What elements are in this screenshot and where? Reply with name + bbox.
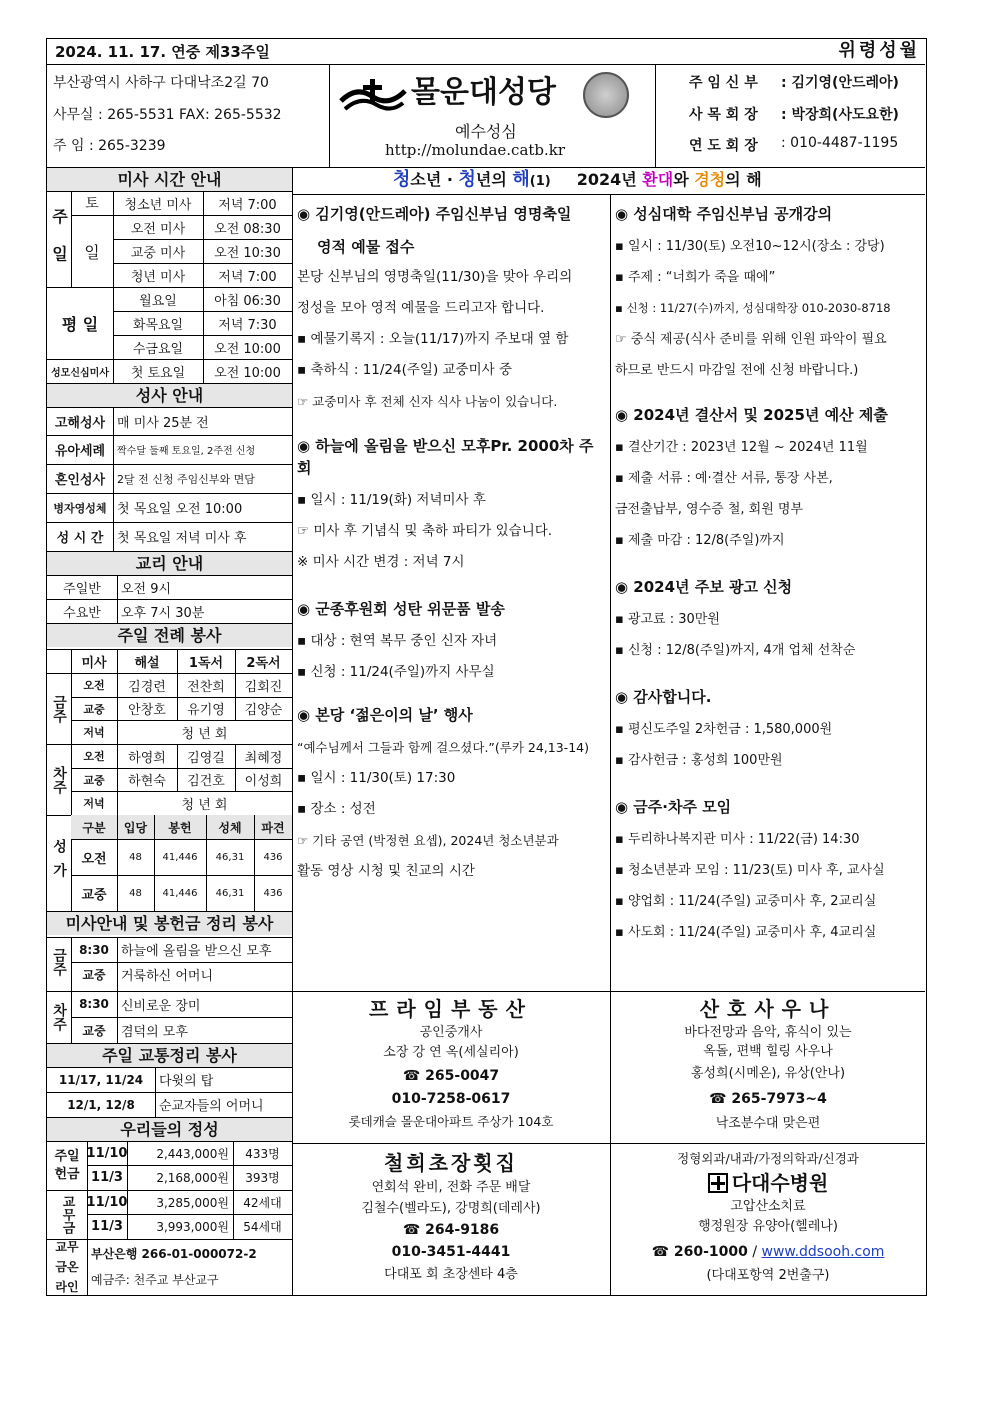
doctrine-key: 수요반: [63, 605, 101, 621]
ad-name: 다대수병원: [731, 1171, 829, 1195]
notice-line: ▪ 신청 : 11/27(수)까지, 성심대학장 010-2030-8718: [615, 301, 891, 315]
banner-welcome: 환대: [642, 170, 674, 189]
ad-line: 홍성희(시메온), 유상(안나): [690, 1066, 846, 1081]
doctrine-key: 주일반: [63, 581, 101, 597]
ad-line: 공인중개사: [419, 1025, 483, 1040]
ad-line: 행정원장 유양아(헬레나): [698, 1219, 838, 1234]
guide-key: 8:30: [79, 942, 109, 957]
choir-value: 436: [263, 887, 283, 899]
mass-time: 저녁 7:00: [218, 269, 277, 285]
liturgy-reader: 하영희: [128, 750, 166, 766]
liturgy-mass: 오전: [83, 750, 105, 763]
mass-time: 오전 10:30: [214, 245, 281, 261]
choir-header: 파견: [261, 820, 285, 835]
ad-phone: ☎ 265-0047: [402, 1068, 500, 1084]
banner-text-4: 와: [673, 170, 695, 189]
weekday-mass-name: 수금요일: [132, 341, 184, 357]
guide-value: 겸덕의 모후: [121, 1024, 188, 1040]
choir-value: 46,31: [215, 887, 245, 899]
choir-header: 입당: [123, 820, 148, 835]
staff-role-3: 연 도 회 장: [689, 138, 758, 154]
offering-count: 433명: [245, 1146, 280, 1161]
weekday-mass-time: 저녁 7:30: [218, 317, 277, 333]
ad-line: 바다전망과 음악, 휴식이 있는: [684, 1025, 852, 1040]
year-banner: [393, 169, 762, 193]
first-sat-label: 성모신심미사: [51, 367, 109, 379]
hospital-website-link[interactable]: www.ddsooh.com: [761, 1244, 885, 1260]
notice-line: ▪ 청소년분과 모임 : 11/23(토) 미사 후, 교사실: [615, 863, 885, 878]
notice-line: ▪ 주제 : “너희가 죽을 때에”: [615, 270, 776, 285]
liturgy-mass: 교중: [83, 702, 105, 716]
notice-line: 정성을 모아 영적 예물을 드리고자 합니다.: [297, 300, 545, 316]
weekday-mass-name: 월요일: [139, 293, 177, 309]
this-week-label: 금주: [51, 694, 67, 723]
liturgy-reader: 안창호: [128, 703, 166, 718]
liturgy-reader: 김영길: [187, 750, 225, 766]
first-sat-name: 첫 토요일: [130, 365, 186, 381]
ad-mobile: 010-7258-0617: [391, 1091, 511, 1107]
saturday-label: 토: [85, 196, 99, 212]
ad-name: 산호사우나: [699, 997, 837, 1021]
sunday-day-label: 일: [84, 242, 100, 262]
notice-line: ▪ 신청 : 12/8(주일)까지, 4개 업체 선착순: [615, 643, 856, 658]
ad-address: 낙조분수대 맞은편: [715, 1116, 821, 1131]
ad-name: 철희초장횟집: [384, 1151, 518, 1175]
banner-year: 해: [512, 169, 530, 190]
choir-header: 성체: [218, 820, 242, 835]
traffic-date: 11/17, 11/24: [58, 1072, 144, 1087]
notice-line: ▪ 일시 : 11/30(토) 오전10~12시(장소 : 강당): [615, 239, 885, 254]
ad-line: 정형외과/내과/가정의학과/신경과: [677, 1151, 859, 1166]
dues-count: 42세대: [243, 1195, 282, 1210]
ad-line: 옥돌, 편백 힐링 사우나: [703, 1044, 833, 1059]
liturgy-mass: 오전: [83, 679, 105, 692]
notice-line: ▪ 제출 마감 : 12/8(주일)까지: [615, 533, 785, 548]
notice-title: ◉ 본당 ‘젊은이의 날’ 행사: [297, 706, 473, 724]
dues-count: 54세대: [243, 1220, 282, 1234]
choir-header: 봉헌: [168, 820, 192, 835]
liturgy-reader: 전찬희: [187, 679, 225, 695]
ad-mobile: 010-3451-4441: [391, 1244, 511, 1260]
mass-times-title: 미사 시간 안내: [47, 168, 292, 191]
pastor-phone: 주 임 : 265-3239: [53, 138, 166, 154]
guide-next-week: 차주: [51, 1003, 67, 1031]
ad-phone: ☎ 260-1000: [651, 1244, 748, 1260]
next-week-label: 차주: [51, 765, 67, 794]
notice-title: ◉ 성심대학 주임신부님 공개강의: [615, 205, 833, 223]
weekday-label: 평 일: [61, 314, 99, 334]
banner-youth-2: 청: [458, 169, 476, 190]
liturgy-evening: 청 년 회: [181, 726, 228, 742]
sacrament-key: 혼인성사: [54, 473, 106, 488]
ad-address: 롯데캐슬 몰운대아파트 주상가 104호: [348, 1114, 554, 1129]
online-label: 교무금온라인: [55, 1240, 79, 1294]
ad-phone: ☎ 265-7973~4: [709, 1091, 827, 1107]
offering-date: 11/10: [87, 1145, 127, 1161]
offering-count: 393명: [245, 1171, 280, 1185]
weekday-mass-time: 아침 06:30: [214, 293, 281, 309]
notice-line: ▪ 결산기간 : 2023년 12월 ~ 2024년 11월: [615, 440, 868, 455]
parish-address: 부산광역시 사하구 다대낙조2길 70: [53, 75, 269, 91]
banner-text-2: 년의: [475, 170, 513, 189]
guide-value: 신비로운 장미: [121, 998, 201, 1014]
notice-line: 활동 영상 시청 및 친교의 시간: [297, 863, 475, 879]
banner-num: (1): [529, 174, 551, 189]
notice-line: ▪ 감사헌금 : 홍성희 100만원: [615, 753, 783, 768]
offering-amount: 2,443,000원: [156, 1146, 229, 1161]
notice-title: ◉ 2024년 결산서 및 2025년 예산 제출: [615, 406, 888, 424]
ad-sauna: [611, 995, 925, 1137]
notice-title: ◉ 2024년 주보 광고 신청: [615, 578, 793, 596]
guide-key: 교중: [82, 1023, 106, 1038]
choir-value: 48: [129, 851, 142, 863]
ad-real-estate: [293, 995, 609, 1134]
sacrament-key: 유아세례: [54, 444, 106, 459]
staff-name-3: : 010-4487-1195: [781, 135, 899, 151]
dues-date: 11/3: [91, 1219, 123, 1234]
ad-address: (다대포항역 2번출구): [706, 1268, 830, 1283]
liturgy-reader: 김경련: [128, 679, 166, 695]
ad-address: 다대포 회 초장센타 4층: [384, 1267, 518, 1282]
notice-line: ▪ 일시 : 11/19(화) 저녁미사 후: [297, 492, 486, 508]
liturgy-reader: 김회진: [244, 679, 283, 695]
sacrament-value: 매 미사 25분 전: [117, 415, 209, 431]
notice-line: ☞ 미사 후 기념식 및 축하 파티가 있습니다.: [297, 523, 553, 539]
issue-date: 2024. 11. 17. 연중 제33주일: [55, 43, 270, 61]
bank-account: 부산은행 266-01-000072-2: [91, 1246, 257, 1261]
guide-this-week: 금주: [51, 948, 67, 976]
notice-title: ◉ 하늘에 올림을 받으신 모후Pr. 2000차 주회: [297, 437, 594, 477]
dues-date: 11/10: [87, 1194, 127, 1210]
liturgy-reader: 김양순: [244, 703, 283, 718]
sunday-label: 주 일: [49, 208, 69, 270]
sacraments-title: 성사 안내: [47, 384, 292, 407]
sacrament-key: 성 시 간: [56, 531, 104, 546]
choir-mass: 오전: [81, 851, 107, 867]
sacrament-value: 첫 목요일 오전 10:00: [117, 502, 243, 517]
doctrine-value: 오전 9시: [121, 581, 172, 597]
liturgy-title: 주일 전례 봉사: [47, 624, 292, 647]
dues-amount: 3,993,000원: [156, 1220, 229, 1234]
feast-title: 위령성월: [838, 40, 920, 61]
office-phone: 사무실 : 265-5531 FAX: 265-5532: [53, 107, 282, 123]
mass-name: 청년 미사: [130, 269, 186, 285]
mass-name: 오전 미사: [130, 221, 186, 237]
staff-role-1: 주 임 신 부: [689, 75, 758, 91]
liturgy-mass: 저녁: [83, 797, 105, 810]
notice-line: ▪ 신청 : 11/24(주일)까지 사무실: [297, 664, 495, 680]
liturgy-reader: 이성희: [244, 774, 283, 789]
notice-line: ▪ 축하식 : 11/24(주일) 교중미사 중: [297, 362, 513, 378]
liturgy-mass: 교중: [83, 773, 105, 787]
choir-header: 구분: [82, 820, 106, 835]
notice-line: 하므로 반드시 마감일 전에 신청 바랍니다.): [615, 363, 859, 378]
weekday-mass-time: 오전 10:00: [214, 341, 281, 357]
first-sat-time: 오전 10:00: [214, 365, 281, 381]
mass-time: 저녁 7:00: [218, 197, 277, 213]
sacrament-value: 첫 목요일 저녁 미사 후: [117, 531, 247, 546]
sacrament-value: 2달 전 신청 주임신부와 면담: [117, 472, 255, 486]
notice-line: ▪ 양업회 : 11/24(주일) 교중미사 후, 2교리실: [615, 894, 877, 909]
choir-value: 46,31: [215, 851, 245, 863]
traffic-date: 12/1, 12/8: [67, 1097, 135, 1112]
weekday-mass-name: 화목요일: [132, 317, 184, 333]
ad-line: 소장 강 연 옥(세실리아): [383, 1045, 519, 1060]
notice-line: ▪ 장소 : 성전: [297, 801, 376, 817]
choir-value: 436: [263, 851, 283, 863]
dues-label: 교무금: [59, 1195, 75, 1234]
notice-line: ※ 미사 시간 변경 : 저녁 7시: [297, 554, 465, 570]
doctrine-value: 오후 7시 30분: [121, 605, 205, 621]
parish-logo-icon: [339, 77, 409, 117]
notice-line: ▪ 예물기록지 : 오늘(11/17)까지 주보대 옆 함: [297, 331, 569, 347]
ad-line: 연회석 완비, 전화 주문 배달: [371, 1180, 531, 1195]
traffic-title: 주일 교통정리 봉사: [47, 1044, 292, 1067]
sunday-offering-label: 주일헌금: [54, 1148, 80, 1182]
account-holder: 예금주: 천주교 부산교구: [91, 1272, 219, 1287]
notice-column-1: [297, 203, 607, 887]
banner-youth-1: 청: [393, 169, 411, 190]
parish-name: 몰운대성당: [411, 75, 556, 110]
banner-text-1: 소년 ·: [410, 170, 459, 189]
liturgy-evening: 청 년 회: [181, 797, 228, 813]
notice-title: ◉ 군종후원회 성탄 위문품 발송: [297, 600, 505, 618]
liturgy-header: 2독서: [246, 655, 281, 671]
banner-text-5: 의 해: [725, 170, 762, 189]
offering-date: 11/3: [91, 1170, 123, 1185]
mass-name: 청소년 미사: [124, 197, 192, 213]
notice-column-2: [615, 203, 923, 948]
mass-name: 교중 미사: [130, 245, 186, 261]
guide-value: 하늘에 올림을 받으신 모후: [121, 944, 272, 959]
notice-line: ▪ 대상 : 현역 복무 중인 신자 자녀: [297, 633, 498, 649]
notice-line: ☞ 교중미사 후 전체 신자 식사 나눔이 있습니다.: [297, 394, 558, 409]
staff-role-2: 사 목 회 장: [689, 107, 758, 123]
ad-line: 고압산소치료: [730, 1199, 806, 1214]
parish-subtitle: 예수성심: [455, 122, 517, 141]
liturgy-header: 1독서: [188, 655, 224, 671]
choir-value: 48: [129, 887, 142, 899]
sacrament-value: 짝수달 둘째 토요일, 2주전 신청: [117, 446, 256, 457]
notice-line: “예수님께서 그들과 함께 걸으셨다.”(루카 24,13-14): [297, 740, 589, 755]
notice-title: ◉ 금주·차주 모임: [615, 798, 732, 816]
mass-time: 오전 08:30: [214, 221, 281, 237]
notice-title-2: 영적 예물 접수: [317, 238, 415, 256]
liturgy-reader: 김건호: [187, 774, 225, 789]
notice-line: 금전출납부, 영수증 철, 회원 명부: [615, 502, 804, 517]
liturgy-reader: 유기영: [187, 703, 225, 718]
offering-amount: 2,168,000원: [156, 1171, 229, 1185]
choir-mass: 교중: [81, 887, 107, 903]
notice-title: ◉ 감사합니다.: [615, 688, 712, 706]
ad-restaurant: [293, 1149, 609, 1287]
ad-hospital: 정형외과/내과/가정의학과/신경과 다대수병원 고압산소치료 행정원장 유양아(헬레나) ☎ 260-1000 / www.ddsooh.com (다대포항역 2번출구): [611, 1149, 925, 1285]
liturgy-mass: 저녁: [83, 726, 105, 739]
doctrine-title: 교리 안내: [47, 552, 292, 575]
parish-website[interactable]: http://molundae.catb.kr: [385, 141, 566, 159]
notice-line: ▪ 광고료 : 30만원: [615, 612, 720, 627]
choir-label: 성가: [51, 839, 67, 887]
liturgy-reader: 하현숙: [128, 774, 166, 789]
ad-name: 프라임부동산: [369, 997, 533, 1021]
banner-listen: 경청: [694, 170, 726, 189]
ad-line: 김철수(벨라도), 강명희(데레사): [361, 1201, 541, 1216]
liturgy-reader: 최혜정: [244, 750, 283, 766]
notice-line: ▪ 일시 : 11/30(토) 17:30: [297, 770, 456, 786]
notice-line: ▪ 평신도주일 2차헌금 : 1,580,000원: [615, 722, 833, 737]
staff-name-1: : 김기영(안드레아): [781, 75, 899, 91]
notice-title: ◉ 김기영(안드레아) 주임신부님 영명축일: [297, 205, 572, 223]
dues-amount: 3,285,000원: [156, 1195, 229, 1210]
guide-key: 교중: [82, 968, 106, 982]
traffic-group: 순교자들의 어머니: [159, 1099, 264, 1114]
notice-line: ☞ 기타 공연 (박정현 요셉), 2024년 청소년분과: [297, 833, 559, 848]
banner-text-3: 2024년: [576, 170, 643, 189]
liturgy-header: 미사: [81, 655, 107, 671]
notice-line: ▪ 두리하나복지관 미사 : 11/22(금) 14:30: [615, 832, 860, 847]
notice-line: ▪ 사도회 : 11/24(주일) 교중미사 후, 4교리실: [615, 925, 877, 940]
notice-line: ☞ 중식 제공(식사 준비를 위해 인원 파악이 필요: [615, 332, 887, 347]
sacrament-key: 고해성사: [54, 415, 106, 431]
staff-name-2: : 박장희(사도요한): [781, 107, 899, 123]
guide-value: 거룩하신 어머니: [121, 969, 214, 984]
sacrament-key: 병자영성체: [53, 501, 107, 515]
guide-title: 미사안내 및 봉헌금 정리 봉사: [47, 912, 292, 935]
hospital-logo-icon: [708, 1173, 728, 1193]
traffic-group: 다윗의 탑: [159, 1074, 214, 1089]
offering-title: 우리들의 정성: [47, 1118, 292, 1141]
church-emblem-icon: [583, 72, 629, 118]
choir-value: 41,446: [162, 851, 198, 863]
bulletin-page: [46, 38, 927, 1296]
notice-line: ▪ 제출 서류 : 예·결산 서류, 통장 사본,: [615, 471, 833, 486]
liturgy-header: 해설: [134, 655, 160, 671]
guide-key: 8:30: [79, 997, 109, 1011]
notice-line: 본당 신부님의 영명축일(11/30)을 맞아 우리의: [297, 269, 573, 285]
ad-phone: ☎ 264-9186: [402, 1222, 500, 1238]
choir-value: 41,446: [162, 887, 198, 899]
